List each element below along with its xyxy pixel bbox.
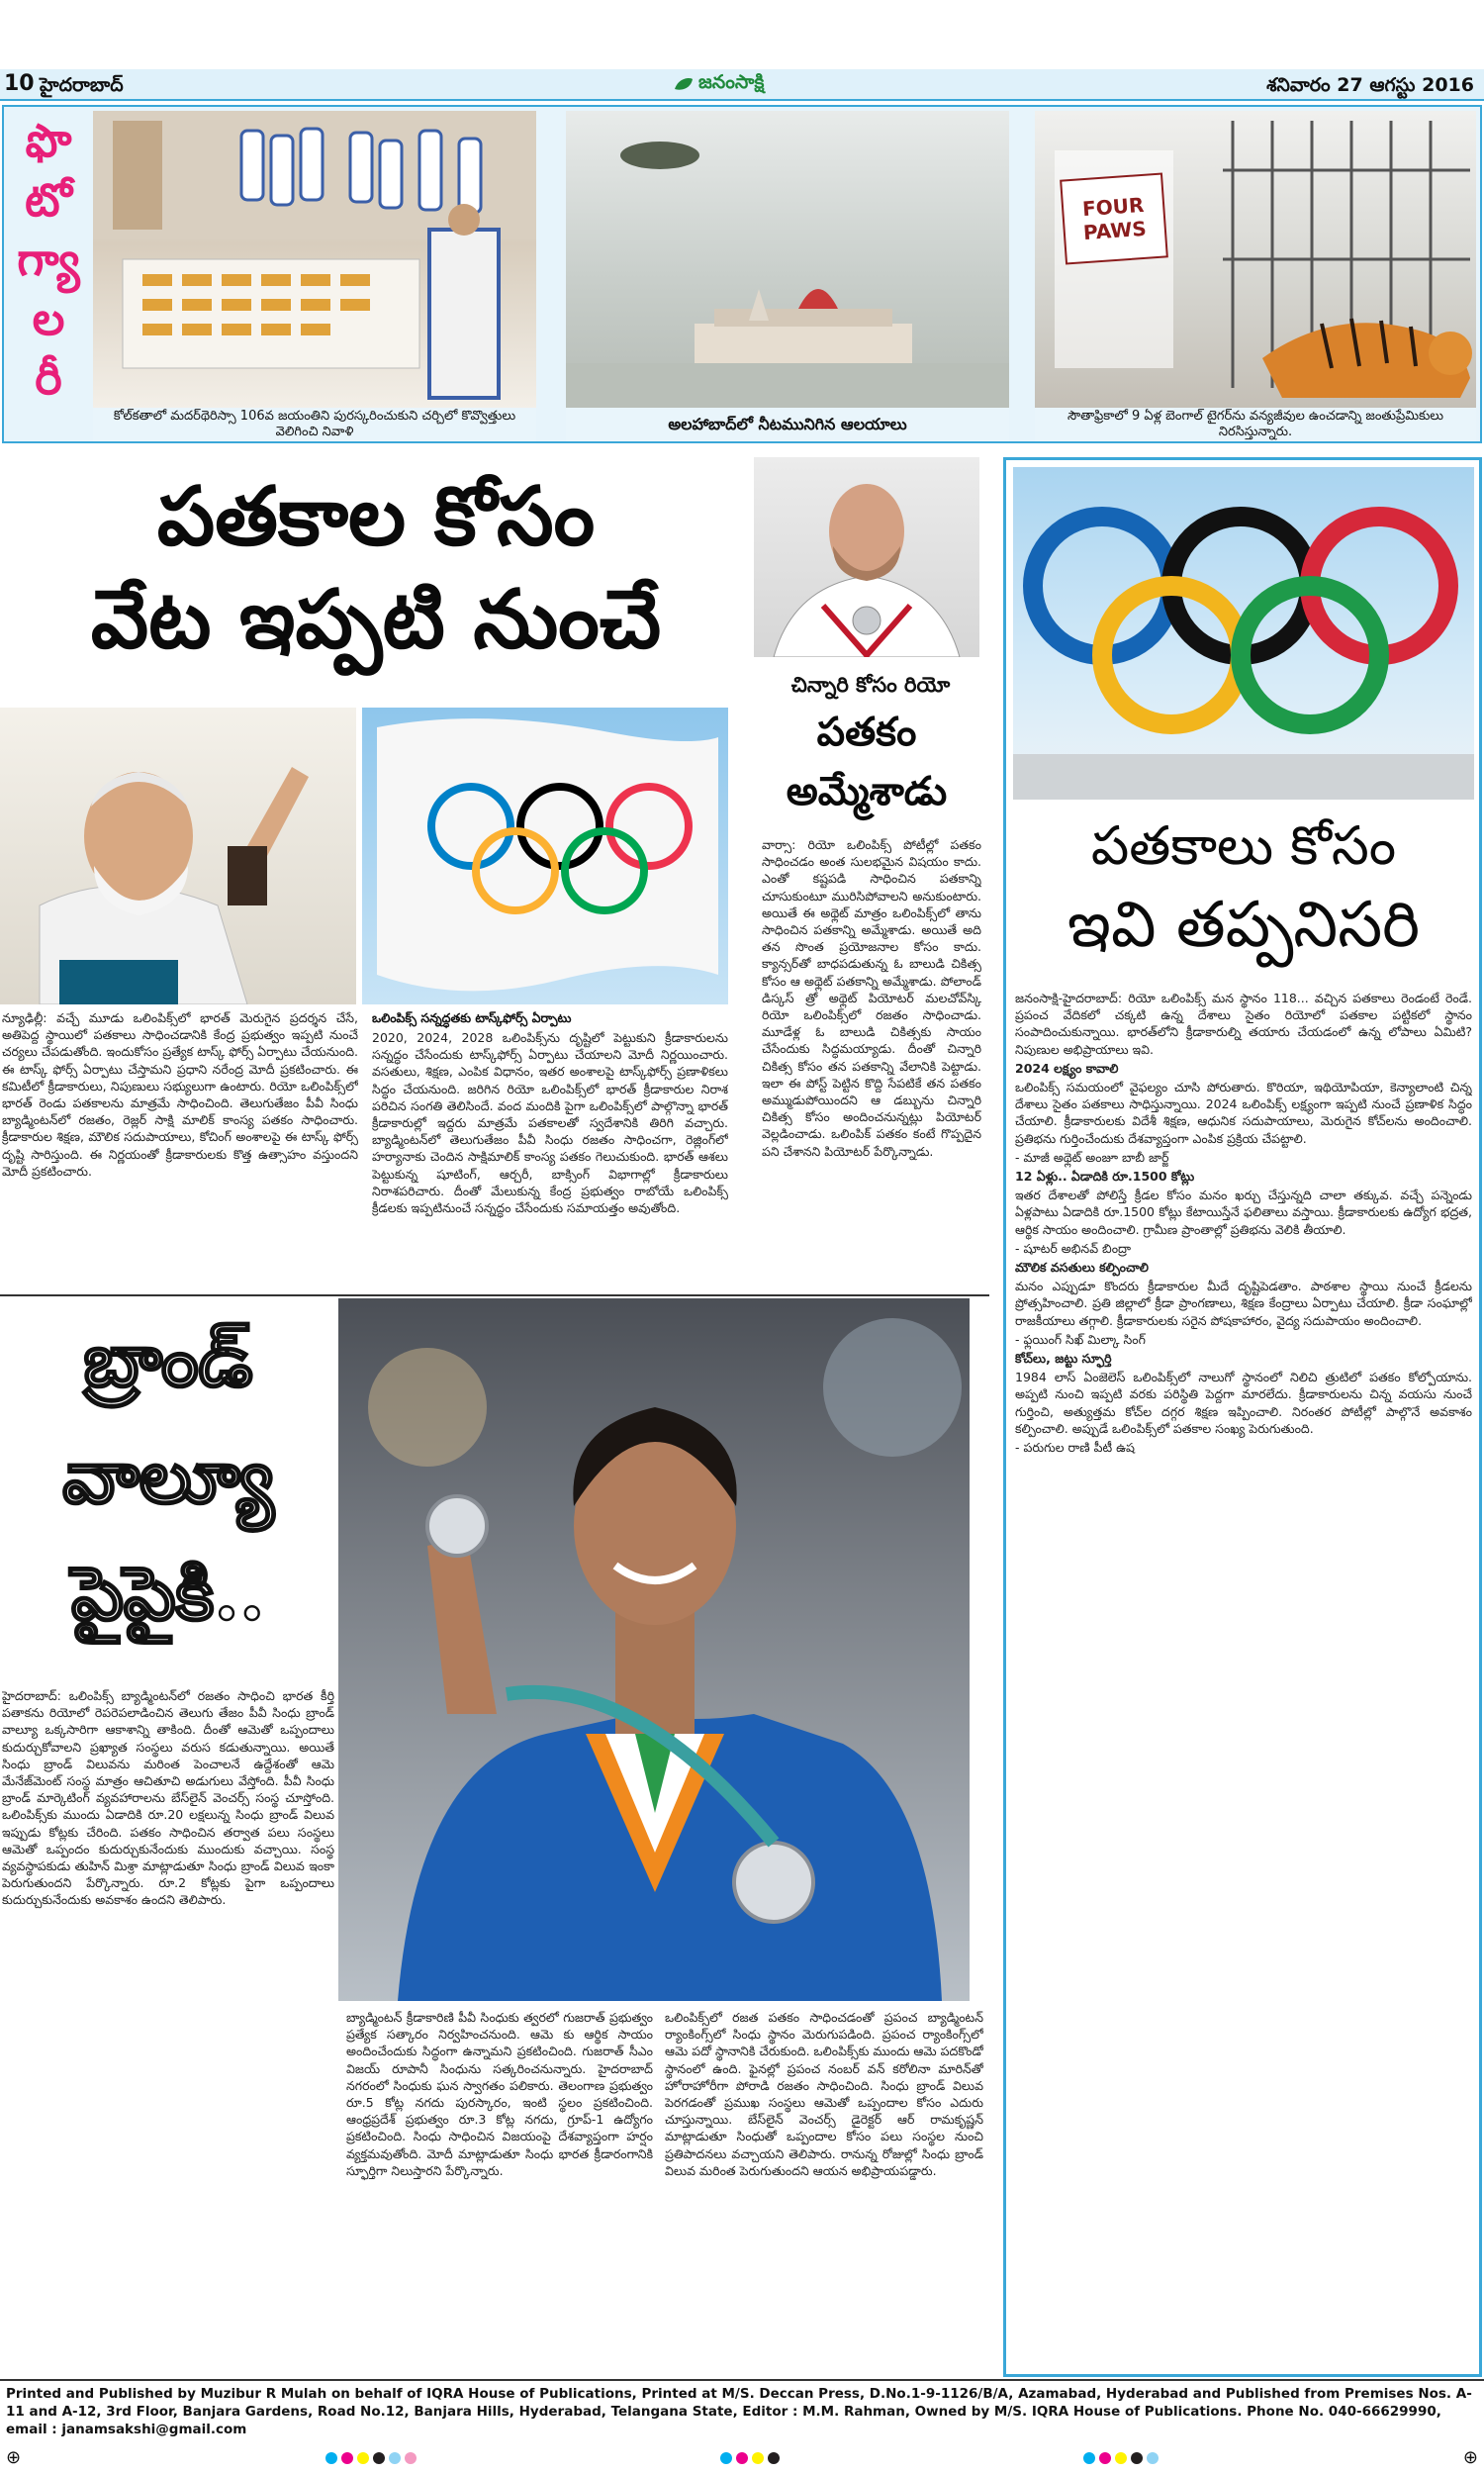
story1-column-2: 2020, 2024, 2028 ఒలింపిక్స్‌ను దృష్టిలో పెట్టుకుని క్రీడాకారులను సన్నద్ధం చేసేందుకు టాస్క్‌ఫోర్స్ ఏర్పాటు చేయాలని మోదీ నిర్ణయించారు. వసతులు, శిక్షణ, ఎంపిక విధానం, ఇతర అంశాలపై టాస్క్‌ఫోర్స్ ప్రణాళికలు సిద్ధం చేయనుంది. జరిగిన రియో ఒలింపిక్స్‌లో భారత్ క్రీడాకారుల నిరాశ పరిచిన సంగతి తెలిసిందే. వంద మందికి పైగా ఒలింపిక్స్‌లో పాల్గొన్నా భారత్ క్రీడాకారుల్లో ఇద్దరు మాత్రమే పతకాలతో స్వదేశానికి తిరిగి వచ్చారు. బ్యాడ్మింటన్‌లో తెలుగుతేజం పీవీ సింధు రజతం సాధించగా, రెజ్లింగ్‌లో హర్యానాకు చెందిన సాక్షిమాలిక్ కాంస్య పతకం గెలుచుకుంది. భారత్ ఆశలు పెట్టుకున్న షూటింగ్, ఆర్చరీ, బాక్సింగ్ విభాగాల్లో క్రీడాకారులు నిరాశపరిచారు. దీంతో మేలుకున్న కేంద్ర ప్రభుత్వం రాబోయే ఒలింపిక్స్ క్రీడలకు ఇప్పటినుంచే సన్నద్ధం చేసేందుకు సమాయత్తం అవుతోంది. xyxy=(372,1030,728,1216)
story3-paragraph: 1984 లాస్ ఏంజెలెస్ ఒలింపిక్స్‌లో నాలుగో స్థానంలో నిలిచి త్రుటిలో పతకం కోల్పోయాను. అప్పటి నుంచి ఇప్పటి వరకు పరిస్థితి పెద్దగా మారలేదు. క్రీడాకారులను చిన్న వయసు నుంచే గుర్తించి, అత్యుత్తమ కోచ్‌ల దగ్గర శిక్షణ ఇప్పించాలి. నిరంతర పోటీల్లో పాల్గొనే అవకాశం కల్పించాలి. అప్పుడే ఒలింపిక్స్‌లో పతకాల సంఖ్య పెరుగుతుంది. xyxy=(1015,1370,1472,1436)
story3-subhead: 12 ఏళ్లు.. ఏడాదికి రూ.1500 కోట్లు xyxy=(1015,1169,1195,1185)
story2-photo-athlete xyxy=(754,457,979,657)
story1-column-1: న్యూఢిల్లీ: వచ్చే మూడు ఒలింపిక్స్‌లో భారత్ మెరుగైన ప్రదర్శన చేసే, అతిపెద్ద స్థాయిలో పతకాలు సాధించడానికి కేంద్ర ప్రభుత్వం ఇప్పటి నుంచే చర్యలు చేపడుతోంది. ఇందుకోసం ప్రత్యేక టాస్క్ ఫోర్స్ ఏర్పాటు చేయనుంది. ఈ టాస్క్ ఫోర్స్ ఏర్పాటు చేస్తామని ప్రధాని నరేంద్ర మోదీ ప్రకటించారు. ఈ కమిటీలో క్రీడాకారులు, నిపుణులు సభ్యులుగా ఉంటారు. రియో ఒలింపిక్స్‌లో భారత్ రెండు పతకాలను మాత్రమే సాధించింది. తెలుగుతేజం పీవీ సింధు బ్యాడ్మింటన్‌లో రజతం, రెజ్లర్ సాక్షి మాలిక్ కాంస్య పతకం సాధించారు. క్రీడాకారుల శిక్షణ, మౌలిక సదుపాయాలు, కోచింగ్ అంశాలపై ఈ టాస్క్ ఫోర్స్ దృష్టి సారిస్తుంది. ఈ నిర్ణయంతో క్రీడాకారులకు కొత్త ఉత్సాహం వస్తుందని మోదీ ప్రకటించారు. xyxy=(2,1010,358,1179)
story3-subhead: 2024 లక్ష్యం కావాలి xyxy=(1015,1060,1119,1076)
story3-paragraph: ఇతర దేశాలతో పోలిస్తే క్రీడల కోసం మనం ఖర్చు చేస్తున్నది చాలా తక్కువ. వచ్చే పన్నెండు ఏళ్లపాటు ఏడాదికి రూ.1500 కోట్లు కేటాయిస్తేనే ఫలితాలు వస్తాయి. క్రీడాకారులకు ఉద్యోగ భద్రత, ఆర్థిక సాయం అందించాలి. గ్రామీణ ప్రాంతాల్లో ప్రతిభను వెలికి తీయాలి. xyxy=(1015,1188,1472,1237)
gallery-caption-flood: అలహాబాద్‌లో నీటమునిగిన ఆలయాలు xyxy=(566,408,1009,441)
athlete-illustration xyxy=(754,457,979,657)
rings-sculpture-illustration xyxy=(1013,467,1474,800)
sign-line: FOUR xyxy=(1081,192,1146,222)
story3-attribution: - మాజీ అథ్లెట్ అంజూ బాబీ జార్జ్ xyxy=(1015,1149,1169,1165)
story3-photo-olympic-rings xyxy=(1013,467,1474,800)
registration-crosshair-icon: ⊕ xyxy=(6,2447,22,2468)
masthead-title: జనంసాక్షి xyxy=(698,70,765,93)
sign-line: PAWS xyxy=(1082,216,1148,245)
story4-column-3: ఒలింపిక్స్‌లో రజత పతకం సాధించడంతో ప్రపంచ బ్యాడ్మింటన్ ర్యాంకింగ్స్‌లో సింధు స్థానం మెరుగుపడింది. ప్రపంచ ర్యాంకింగ్స్‌లో ఆమె పదో స్థానానికి చేరుకుంది. ఒలింపిక్స్‌కు ముందు ఆమె పదకొండో స్థానంలో ఉంది. ఫైనల్లో ప్రపంచ నంబర్ వన్ కరోలినా మారిన్‌తో హోరాహోరీగా పోరాడి రజతం సాధించింది. సింధు బ్రాండ్ విలువ పెరగడంతో ప్రముఖ సంస్థలు ఆమెతో ఒప్పందాల కోసం ఎదురు చూస్తున్నాయి. బేస్‌లైన్ వెంచర్స్ డైరెక్టర్ ఆర్ రామకృష్ణన్ మాట్లాడుతూ సింధుతో ఒప్పందాల కోసం పలు సంస్థల నుంచి ప్రతిపాదనలు వచ్చాయని తెలిపారు. రానున్న రోజుల్లో సింధు బ్రాండ్ విలువ మరింత పెరుగుతుందని ఆయన అభిప్రాయపడ్డారు. xyxy=(665,2010,983,2178)
gallery-caption-tiger: సౌతాఫ్రికాలో 9 ఏళ్ల బెంగాల్ టైగర్‌ను వన్యజీవుల ఉంచడాన్ని జంతుప్రేమికులు నిరసిస్తున్నారు. xyxy=(1035,408,1476,441)
gallery-side-title xyxy=(8,111,89,408)
story3-subhead: మౌలిక వసతులు కల్పించాలి xyxy=(1015,1260,1149,1276)
story4-headline-line: వాల్యూ xyxy=(62,1435,274,1520)
color-bar-right xyxy=(1083,2452,1159,2464)
gallery-title-part: రీ xyxy=(35,351,62,405)
sindhu-illustration xyxy=(338,1298,970,2001)
story4-headline-line: పైపైకి.. xyxy=(71,1552,265,1637)
gallery-photo-church xyxy=(93,111,536,408)
church-scene-illustration xyxy=(93,111,536,408)
four-paws-sign xyxy=(1060,172,1168,264)
story1-photo-olympic-flag xyxy=(362,708,728,1004)
story4-column-1: హైదరాబాద్: ఒలింపిక్స్ బ్యాడ్మింటన్‌లో రజతం సాధించి భారత కీర్తి పతాకను రియోలో రెపరెపలాడించిన తెలుగు తేజం పీవీ సింధు బ్రాండ్ వాల్యూ ఒక్కసారిగా ఆకాశాన్ని తాకింది. దీంతో ఆమెతో ఒప్పందాలు కుదుర్చుకోవాలని ప్రఖ్యాత సంస్థలు వరుస కడుతున్నాయి. అయితే సింధు బ్రాండ్ విలువను మరింత పెంచాలనే ఉద్దేశంతో ఆమె మేనేజ్‌మెంట్ సంస్థ మాత్రం ఆచితూచి అడుగులు వేస్తోంది. పీవీ సింధు బ్రాండ్ మార్కెటింగ్ వ్యవహారాలను బేస్‌లైన్ వెంచర్స్ సంస్థ చూస్తోంది. ఒలింపిక్స్‌కు ముందు ఏడాదికి రూ.20 లక్షలున్న సింధు బ్రాండ్ విలువ ఇప్పుడు కోట్లకు చేరింది. పతకం సాధించిన తర్వాత పలు సంస్థలు ఆమెతో ఒప్పందం కుదుర్చుకునేందుకు ముందుకు వచ్చాయి. సంస్థ వ్యవస్థాపకుడు తుహిన్ మిశ్రా మాట్లాడుతూ సింధు బ్రాండ్ విలువ ఇంకా పెరుగుతుందని పేర్కొన్నారు. రూ.2 కోట్లకు పైగా ఒప్పందాలు కుదుర్చుకునేందుకు అవకాశం ఉందని తెలిపారు. xyxy=(2,1688,334,1908)
flood-scene-illustration xyxy=(566,111,1009,408)
gallery-title-part: ల xyxy=(32,292,65,345)
page-date: శనివారం 27 ఆగస్టు 2016 xyxy=(1266,74,1474,96)
story4-headline xyxy=(0,1302,336,1678)
footer-imprint: Printed and Published by Muzibur R Mulah on behalf of IQRA House of Publications, Printed at M/S. Deccan Press, D.No.1-9-1126/B/A, Azamabad, Hyderabad and Published from Premises Nos. A-11 and A-12, 3rd Floor, Banjara Gardens, Road No.12, Banjara Hills, Hyderabad, Telangana State, Editor : M.M. Rahman, Owned by M/S. IQRA House of Publications. Phone No. 040-66629990, email : janamsakshi@gmail.com xyxy=(6,2386,1472,2437)
story1-col2-heading: ఒలింపిక్స్ సన్నద్ధతకు టాస్క్‌ఫోర్స్ ఏర్పాటు xyxy=(372,1010,572,1025)
gallery-title-part: గ్యా xyxy=(17,233,80,286)
gallery-caption-church: కోల్‌కతాలో మదర్‌థెరిస్సా 106వ జయంతిని పురస్కరించుకుని చర్చిలో కొవ్వొత్తులు వెలిగించి నివాళి xyxy=(93,408,536,441)
story3-subhead: కోచ్‌లు, జట్టు స్ఫూర్తి xyxy=(1015,1351,1112,1367)
story2-headline-line: పతకం xyxy=(816,709,917,755)
story4-top-rule xyxy=(0,1294,989,1296)
story3-headline xyxy=(1013,809,1474,968)
story3-paragraph: మనం ఎప్పుడూ కొందరు క్రీడాకారుల మీదే దృష్టిపెడతాం. పాఠశాల స్థాయి నుంచే క్రీడలను ప్రోత్సహించాలి. ప్రతి జిల్లాలో క్రీడా ప్రాంగణాలు, శిక్షణ కేంద్రాలు ఏర్పాటు చేయాలి. క్రీడా సంఘాల్లో రాజకీయాలు తగ్గాలి. క్రీడాకారులకు సరైన పోషకాహారం, వైద్య సదుపాయం అందించాలి. xyxy=(1015,1279,1472,1328)
olympic-flag-illustration xyxy=(362,708,728,1004)
page-number: 10 xyxy=(4,71,35,96)
story1-headline-line: పతకాల కోసం xyxy=(156,469,596,564)
color-bar-left xyxy=(325,2452,417,2464)
story2-headline-line: అమ్మేశాడు xyxy=(786,768,948,814)
page-city: హైదరాబాద్ xyxy=(40,74,124,96)
speaker-illustration xyxy=(0,708,356,1004)
story4-headline-line: బ్రాండ్ xyxy=(83,1318,253,1403)
story3-body xyxy=(1015,990,1472,2371)
story3-attribution: - ఫ్లయింగ్ సిఖ్ మిల్కా సింగ్ xyxy=(1015,1331,1146,1347)
registration-crosshair-icon: ⊕ xyxy=(1462,2447,1478,2468)
story3-paragraph: ఒలింపిక్స్ సమయంలో వైఫల్యం చూసి పోరుతారు. కొరియా, ఇథియోపియా, కెన్యాలాంటి చిన్న దేశాలు సైతం పతకాలు సాధిస్తున్నాయి. 2024 ఒలింపిక్స్‌ లక్ష్యంగా ఇప్పటి నుంచే ప్రణాళిక సిద్ధం చేయాలి. క్రీడాకారులకు విదేశీ శిక్షణ, ఆధునిక సదుపాయాలు, మెరుగైన కోచ్‌లను అందించాలి. ప్రతిభను గుర్తించేందుకు దేశవ్యాప్తంగా ఎంపిక ప్రక్రియ చేపట్టాలి. xyxy=(1015,1080,1472,1146)
color-bar-center xyxy=(720,2452,780,2464)
story2-body: వార్సా: రియో ఒలింపిక్స్ పోటీల్లో పతకం సాధించడం అంత సులభమైన విషయం కాదు. ఎంతో కష్టపడి సాధించిన పతకాన్ని చూసుకుంటూ మురిసిపోవాలని అనుకుంటారు. అయితే ఈ అథ్లెట్ మాత్రం ఒలింపిక్స్‌లో తాను సాధించిన పతకాన్ని అమ్మేశాడు. అయితే అది తన సొంత ప్రయోజనాల కోసం కాదు. క్యాన్సర్‌తో బాధపడుతున్న ఓ బాలుడి చికిత్స కోసం ఆ అథ్లెట్ పతకాన్ని అమ్మేశాడు. పోలాండ్ డిస్కస్ త్రో అథ్లెట్ పియోటర్ మలచోవ్‌స్కి రియో ఒలింపిక్స్‌లో రజతం సాధించాడు. మూడేళ్ల ఓ బాలుడి చికిత్సకు సాయం చేసేందుకు సిద్ధమయ్యాడు. దీంతో చిన్నారి చికిత్స కోసం తన పతకాన్ని వేలానికి పెట్టాడు. ఇలా ఈ పోస్ట్ పెట్టిన కొద్ది సేపటికే తన పతకం అమ్ముడుపోయిందని ఆ డబ్బును చిన్నారి చికిత్స కోసం అందించనున్నట్లు పియోటర్ వెల్లడించాడు. ఒలింపిక్ పతకం కంటే గొప్పదైన పని చేశానని పియోటర్ పేర్కొన్నాడు. xyxy=(762,837,981,1159)
story1-headline-line: వేట ఇప్పటి నుంచే xyxy=(90,572,662,667)
story4-photo-sindhu xyxy=(338,1298,970,2001)
masthead-logo xyxy=(673,71,764,97)
masthead-leaf-icon xyxy=(673,75,695,93)
footer-rule xyxy=(0,2379,1484,2381)
story3-attribution: - పరుగుల రాణి పీటీ ఉష xyxy=(1015,1440,1135,1456)
gallery-title-part: టో xyxy=(25,173,72,227)
story2-kicker: చిన్నారి కోసం రియో xyxy=(790,673,951,697)
story1-headline xyxy=(0,465,752,673)
story1-photo-speaker xyxy=(0,708,356,1004)
story3-attribution: - షూటర్ అభినవ్ బింద్రా xyxy=(1015,1240,1132,1256)
gallery-photo-flood-temple xyxy=(566,111,1009,408)
story3-headline-line: పతకాలు కోసం xyxy=(1090,814,1397,877)
story4-column-2: బ్యాడ్మింటన్ క్రీడాకారిణి పీవీ సింధుకు త్వరలో గుజరాత్ ప్రభుత్వం ప్రత్యేక సత్కారం నిర్వహించనుంది. ఆమె కు ఆర్థిక సాయం అందించేందుకు సిద్ధంగా ఉన్నామని ప్రకటించింది. గుజరాత్ సీఎం విజయ్ రూపానీ సింధును సత్కరించనున్నారు. హైదరాబాద్ నగరంలో సింధుకు ఘన స్వాగతం పలికారు. తెలంగాణ ప్రభుత్వం రూ.5 కోట్ల నగదు పురస్కారం, ఇంటి స్థలం ప్రకటించింది. ఆంధ్రప్రదేశ్ ప్రభుత్వం రూ.3 కోట్ల నగదు, గ్రూప్-1 ఉద్యోగం ప్రకటించింది. సింధు సాధించిన విజయంపై దేశవ్యాప్తంగా హర్షం వ్యక్తమవుతోంది. మోదీ మాట్లాడుతూ సింధు భారత క్రీడారంగానికి స్ఫూర్తిగా నిలుస్తారని పేర్కొన్నారు. xyxy=(346,2010,653,2178)
story3-headline-line: ఇవి తప్పనిసరి xyxy=(1067,889,1421,962)
story2-headline xyxy=(754,703,979,821)
gallery-title-part: ఫొ xyxy=(25,114,72,167)
registration-marks-bar xyxy=(0,2446,1484,2470)
story3-intro: జనంసాక్షి-హైదరాబాద్: రియో ఒలింపిక్స్ మన స్థానం 118... వచ్చిన పతకాలు రెండంటే రెండే. ప్రపంచ వేదికలో చక్కటి ఉన్న దేశాలు సైతం రియోలో పతకాల పట్టికలో స్థానం సంపాదించుకున్నాయి. భారత్‌లోని క్రీడాకారుల్ని తయారు చేయడంలో ఉన్న లోపాలు ఏమిటి? నిపుణుల అభిప్రాయాలు ఇవి. xyxy=(1015,991,1472,1057)
